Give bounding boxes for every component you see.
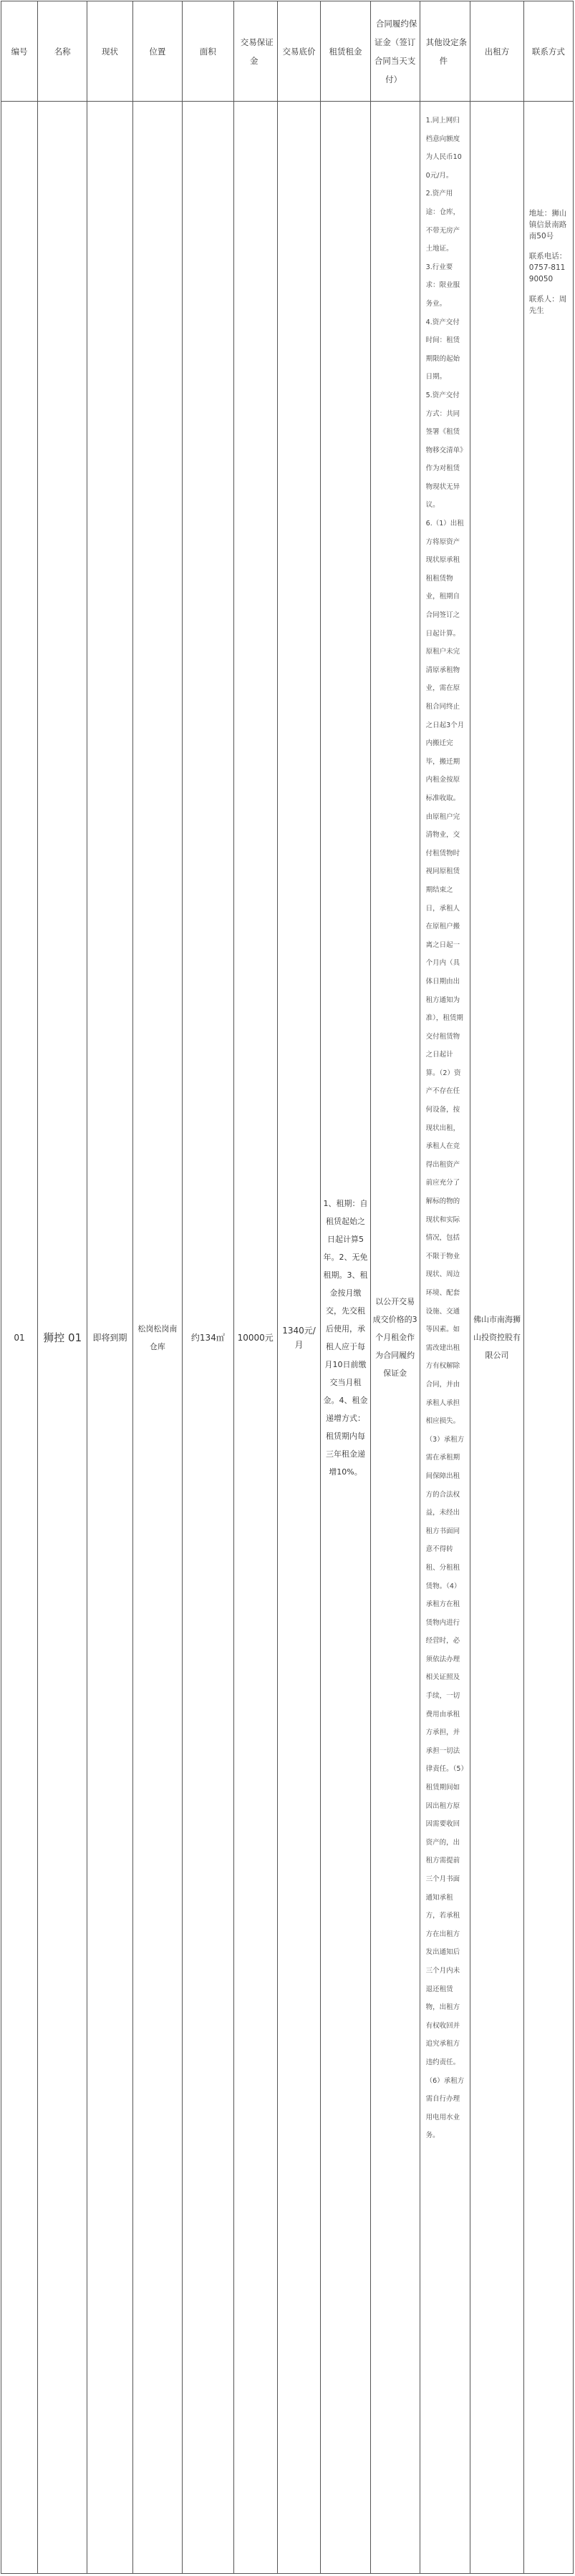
- other-condition-item: 1.同上网归档意向额度为人民币100元/月。: [425, 117, 462, 180]
- header-contract-deposit: 合同履约保证金（签订合同当天支付）: [370, 1, 420, 102]
- cell-floor-price: 1340元/月: [277, 102, 321, 2574]
- other-condition-item: 3.行业要求：限业服务业。: [425, 263, 460, 308]
- contact-item: 联系电话：0757-81190050: [528, 252, 567, 283]
- listing-table: [1, 1, 574, 2574]
- header-floor-price: 交易底价: [277, 1, 321, 102]
- cell-contract-deposit: 以公开交易成交价格的3个月租金作为合同履约保证金: [370, 102, 420, 2574]
- other-conditions-list: [420, 102, 470, 2149]
- cell-other-conditions: [420, 102, 470, 2574]
- cell-lessor: 佛山市南海狮山投资控股有限公司: [470, 102, 524, 2574]
- cell-contact: [523, 102, 573, 2574]
- header-no: 编号: [1, 1, 38, 102]
- header-name: 名称: [38, 1, 87, 102]
- header-deposit: 交易保证金: [233, 1, 277, 102]
- cell-rent-method: 1、租期：自租赁起始之日起计算5年。2、无免租期。3、租金按月缴交，先交租后使用，承租人应于每月10日前缴交当月租金。4、租金递增方式：租赁期内每三年租金递增10%。: [321, 102, 370, 2574]
- cell-status: 即将到期: [87, 102, 133, 2574]
- other-condition-item: 4.资产交付时间：租赁期限的起始日期。: [425, 318, 460, 381]
- cell-name: 狮控 01: [38, 102, 87, 2574]
- header-contact: 联系方式: [523, 1, 573, 102]
- table-row: [1, 102, 574, 2574]
- header-lessor: 出租方: [470, 1, 524, 102]
- cell-deposit: 10000元: [233, 102, 277, 2574]
- contact-item: 地址：狮山镇信景南路南50号: [528, 209, 567, 240]
- cell-location: 松岗松岗南仓库: [132, 102, 182, 2574]
- header-rent-method: 租赁租金: [321, 1, 370, 102]
- header-other-conditions: 其他设定条件: [420, 1, 470, 102]
- header-row: [1, 1, 574, 102]
- cell-area: 约134㎡: [182, 102, 233, 2574]
- contact-list: [524, 102, 573, 316]
- contact-item: 联系人：周先生: [528, 295, 567, 315]
- cell-no: 01: [1, 102, 38, 2574]
- header-status: 现状: [87, 1, 133, 102]
- header-location: 位置: [132, 1, 182, 102]
- other-condition-item: 5.资产交付方式：共同签署《租赁物移交清单》作为对租赁物现状无异议。: [425, 391, 463, 510]
- other-condition-item: 2.资产用途：仓库，不带无房产土地证。: [425, 190, 460, 253]
- header-area: 面积: [182, 1, 233, 102]
- other-condition-item: 6.（1）出租方将原资产现状原承租租租赁物业，租期自合同签订之日起计算。原租户未完清原承租物业，需在原租合同终止之日起3个月内搬迁完毕，搬迁期内租金按原标准收取。由原租户完清物业，交付租赁物时视同原租赁期结束之日，承租人在原租户搬离之日起一个月内（具体日期由出租方通知为准），租赁期交付租赁物之日起计算。（2）资产不存在任何设备，按现状出租，承租人在竞得出租资产前应充分了解标的物的现状和实际情况，包括不限于物业现状、周边环境、配套设施、交通等因素。如需改建出租方有权解除合同，并由承租人承担相应损失。（3）承租方需在承租期间保障出租方的合法权益，未经出租方书面同意不得转租、分租租赁物。（4）承租方在租赁物内进行经营时，必须依法办理相关证照及手续，一切费用由承租方承担，并承担一切法律责任。（5）租赁期间如因出租方原因需要收回资产的，出租方需提前三个月书面通知承租方，若承租方在出租方发出通知后三个月内未退还租赁物，出租方有权收回并追究承租方违约责任。（6）承租方需自行办理用电用水业务。: [425, 520, 465, 2140]
